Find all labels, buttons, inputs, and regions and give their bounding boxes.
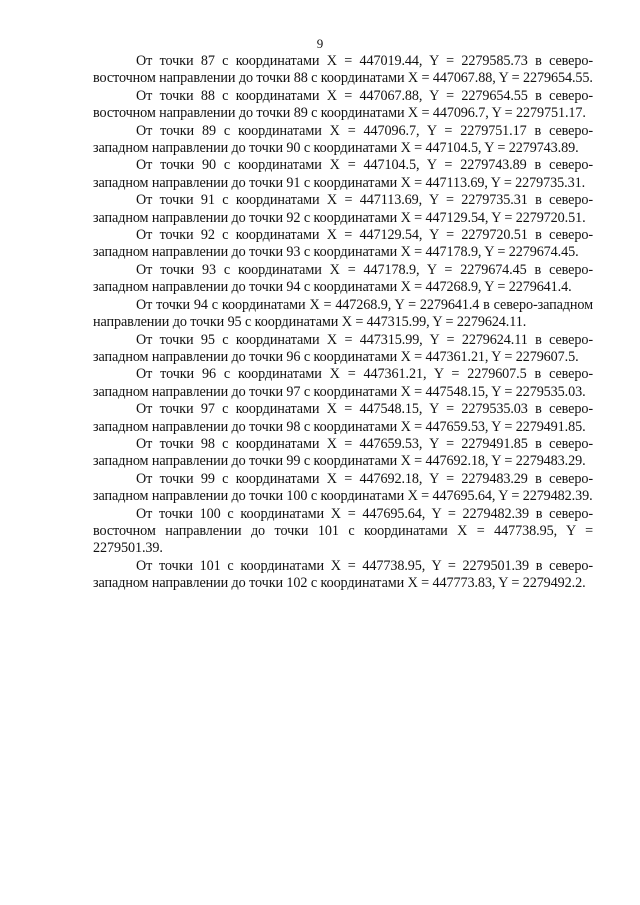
paragraph-point-97: От точки 97 с координатами X = 447548.15, Y = 2279535.03 в северо-западном направлении до точки 98 с координатами X = 447659.53, Y = 2279491.85.: [93, 401, 593, 435]
page-number: 9: [316, 36, 324, 51]
paragraph-point-101: От точки 101 с координатами X = 447738.95, Y = 2279501.39 в северо-западном направлении до точки 102 с координатами X = 447773.83, Y = 2279492.2.: [93, 557, 593, 592]
paragraph-point-90: От точки 90 с координатами X = 447104.5, Y = 2279743.89 в северо-западном направлении до точки 91 с координатами X = 447113.69, Y = 2279735.31.: [93, 157, 593, 191]
paragraph-point-94: От точки 94 с координатами X = 447268.9, Y = 2279641.4 в северо-западном направлении до точки 95 с координатами X = 447315.99, Y = 2279624.11.: [93, 296, 593, 331]
paragraph-point-95: От точки 95 с координатами X = 447315.99, Y = 2279624.11 в северо-западном направлении до точки 96 с координатами X = 447361.21, Y = 2279607.5.: [93, 331, 593, 365]
paragraph-point-88: От точки 88 с координатами X = 447067.88, Y = 2279654.55 в северо-восточном направлении до точки 89 с координатами X = 447096.7, Y = 2279751.17.: [93, 87, 593, 122]
paragraph-point-92: От точки 92 с координатами X = 447129.54, Y = 2279720.51 в северо-западном направлении до точки 93 с координатами X = 447178.9, Y = 2279674.45.: [93, 227, 593, 261]
paragraph-point-100: От точки 100 с координатами X = 447695.64, Y = 2279482.39 в северо-восточном направлении до точки 101 с координатами X = 447738.95, Y = 2279501.39.: [93, 505, 593, 557]
paragraph-point-89: От точки 89 с координатами X = 447096.7, Y = 2279751.17 в северо-западном направлении до точки 90 с координатами X = 447104.5, Y = 2279743.89.: [93, 122, 593, 157]
document-body: [93, 53, 593, 593]
paragraph-point-99: От точки 99 с координатами X = 447692.18, Y = 2279483.29 в северо-западном направлении до точки 100 с координатами X = 447695.64, Y = 2279482.39.: [93, 470, 593, 505]
paragraph-point-87: От точки 87 с координатами X = 447019.44, Y = 2279585.73 в северо-восточном направлении до точки 88 с координатами X = 447067.88, Y = 2279654.55.: [93, 53, 593, 87]
paragraph-point-98: От точки 98 с координатами X = 447659.53, Y = 2279491.85 в северо-западном направлении до точки 99 с координатами X = 447692.18, Y = 2279483.29.: [93, 435, 593, 470]
paragraph-point-91: От точки 91 с координатами X = 447113.69, Y = 2279735.31 в северо-западном направлении до точки 92 с координатами X = 447129.54, Y = 2279720.51.: [93, 192, 593, 226]
paragraph-point-96: От точки 96 с координатами X = 447361.21, Y = 2279607.5 в северо-западном направлении до точки 97 с координатами X = 447548.15, Y = 2279535.03.: [93, 366, 593, 400]
paragraph-point-93: От точки 93 с координатами X = 447178.9, Y = 2279674.45 в северо-западном направлении до точки 94 с координатами X = 447268.9, Y = 2279641.4.: [93, 261, 593, 296]
